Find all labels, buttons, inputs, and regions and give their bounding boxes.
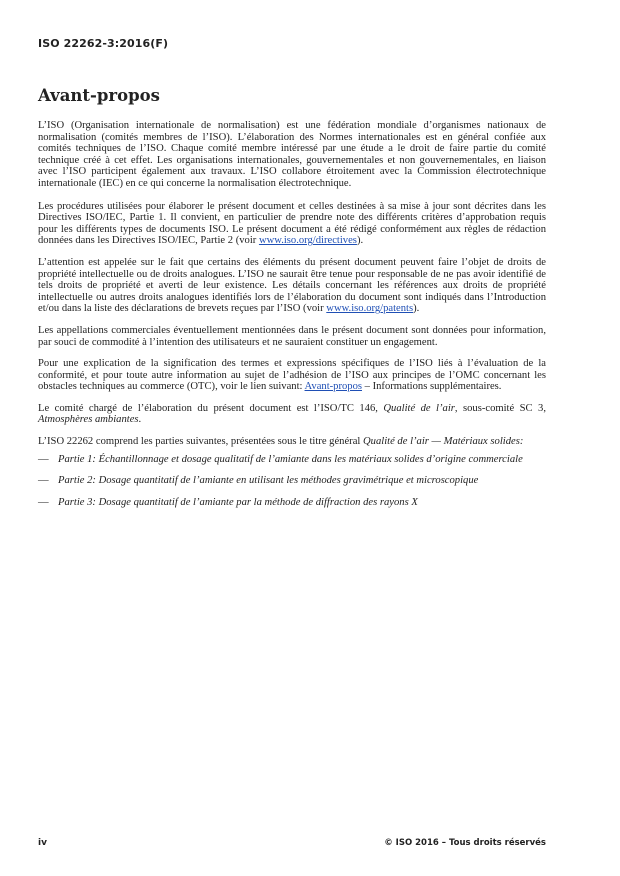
- document-body: [38, 120, 546, 518]
- parts-list: [38, 454, 546, 509]
- page-number: iv: [38, 838, 47, 848]
- page-title: Avant-propos: [38, 86, 160, 105]
- list-item-text: Partie 1: Échantillonnage et dosage qualitatif de l’amiante dans les matériaux solides d’origine commerciale: [58, 453, 523, 465]
- paragraph-conformity: [38, 358, 546, 393]
- paragraph-committee-c: .: [138, 414, 142, 426]
- paragraph-parts-intro-text: L’ISO 22262 comprend les parties suivantes, présentées sous le titre général: [38, 436, 363, 448]
- paragraph-committee-a: Le comité chargé de l’élaboration du présent document est l’ISO/TC 146,: [38, 402, 384, 414]
- committee-title: Qualité de l’air: [383, 402, 455, 414]
- document-identifier: ISO 22262-3:2016(F): [38, 37, 169, 50]
- subcommittee-title: Atmosphères ambiantes: [38, 414, 139, 426]
- list-dash: —: [38, 496, 49, 508]
- paragraph-trade-names: Les appellations commerciales éventuellement mentionnées dans le présent document sont données pour information, par souci de commodité à l’intention des utilisateurs et ne sauraient constituer un engagement.: [38, 324, 546, 348]
- paragraph-conformity-end: – Informations supplémentaires.: [362, 381, 502, 393]
- paragraph-iso-intro: L’ISO (Organisation internationale de normalisation) est une fédération mondiale d’organismes nationaux de normalisation (comités membres de l’ISO). L’élaboration des Normes internationales est en général confiée aux comités techniques de l’ISO. Chaque comité membre intéressé par une étude a le droit de faire partie du comité technique créé à cet effet. Les organisations internationales, gouvernementales et non gouvernementales, en liaison avec l’ISO participent également aux travaux. L’ISO collabore étroitement avec la Commission électrotechnique internationale (IEC) en ce qui concerne la normalisation électrotechnique.: [38, 120, 546, 189]
- avant-propos-link[interactable]: Avant-propos: [304, 381, 362, 393]
- list-item: [38, 454, 546, 466]
- list-dash: —: [38, 475, 49, 487]
- paragraph-procedures-end: ).: [356, 235, 364, 247]
- patents-link[interactable]: www.iso.org/patents: [326, 303, 414, 315]
- paragraph-committee: [38, 403, 546, 426]
- paragraph-procedures: [38, 201, 546, 247]
- paragraph-procedures-text: Les procédures utilisées pour élaborer le présent document et celles destinées à sa mise à jour sont décrites dans les Directives ISO/IEC, Partie 1. Il convient, en particulier de prendre note des différents critères d’approbation requis pour les différents types de documents ISO. Le présent document a été rédigé conformément aux règles de rédaction données dans les Directives ISO/IEC, Partie 2 (voir: [38, 200, 546, 247]
- copyright-notice: © ISO 2016 – Tous droits réservés: [384, 838, 546, 848]
- paragraph-patents: [38, 257, 546, 315]
- general-title: Qualité de l’air — Matériaux solides:: [363, 436, 524, 448]
- paragraph-conformity-text: Pour une explication de la signification des termes et expressions spécifiques de l’ISO liés à l’évaluation de la conformité, et pour toute autre information au sujet de l’adhésion de l’ISO aux principes de l’OMC concernant les obstacles techniques au commerce (OTC), voir le lien suivant:: [38, 358, 546, 393]
- paragraph-parts-intro: [38, 436, 546, 448]
- list-item-text: Partie 2: Dosage quantitatif de l’amiante en utilisant les méthodes gravimétrique et microscopique: [58, 475, 479, 487]
- list-item: [38, 475, 546, 487]
- list-dash: —: [38, 453, 49, 465]
- list-item-text: Partie 3: Dosage quantitatif de l’amiante par la méthode de diffraction des rayons X: [58, 496, 418, 508]
- list-item: [38, 497, 546, 509]
- paragraph-patents-end: ).: [413, 303, 420, 315]
- paragraph-committee-b: , sous-comité SC 3,: [454, 402, 546, 414]
- directives-link[interactable]: www.iso.org/directives: [258, 235, 357, 247]
- paragraph-patents-text: L’attention est appelée sur le fait que certains des éléments du présent document peuvent faire l’objet de droits de propriété intellectuelle ou de droits analogues. L’ISO ne saurait être tenue pour responsable de ne pas avoir identifié de tels droits de propriété et averti de leur existence. Les détails concernant les références aux droits de propriété intellectuelle ou autres droits analogues identifiés lors de l’élaboration du document sont indiqués dans l’Introduction et/ou dans la liste des déclarations de brevets reçues par l’ISO (voir: [38, 256, 546, 315]
